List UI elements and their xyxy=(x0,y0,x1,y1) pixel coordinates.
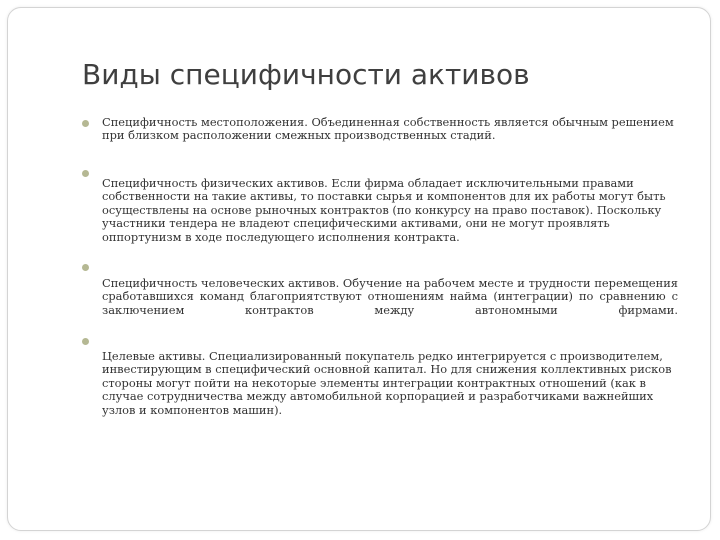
bullet-item-dedicated-assets: Целевые активы. Специализированный покупатель редко интегрируется с производителем, инвестирующим в специфический основной капитал. Но для снижения коллективных рисков стороны могут пойти на некоторые элементы интеграции контрактных отношений (как в случае сотрудничества между автомобильной корпорацией и разработчиками важнейших узлов и компонентов машин). xyxy=(102,349,672,417)
bullet-dot-icon xyxy=(82,338,89,345)
bullet-dot-icon xyxy=(82,264,89,271)
bullet-item-location: Специфичность местоположения. Объединенная собственность является обычным решением при близком расположении смежных производственных стадий. xyxy=(102,115,674,143)
bullet-item-human-assets: Специфичность человеческих активов. Обучение на рабочем месте и трудности перемещения сработавшихся команд благоприятствуют отношениям найма (интеграции) по сравнению с заключением контрактов между автономными фирмами. xyxy=(102,276,678,317)
bullet-dot-icon xyxy=(82,120,89,127)
bullet-item-physical-assets: Специфичность физических активов. Если фирма обладает исключительными правами собственности на такие активы, то поставки сырья и компонентов для их работы могут быть осуществлены на основе рыночных контрактов (по конкурсу на право поставок). Поскольку участники тендера не владеют специфическими активами, они не могут проявлять оппортунизм в ходе последующего исполнения контракта. xyxy=(102,176,666,244)
bullet-dot-icon xyxy=(82,170,89,177)
slide-title: Виды специфичности активов xyxy=(82,58,530,91)
